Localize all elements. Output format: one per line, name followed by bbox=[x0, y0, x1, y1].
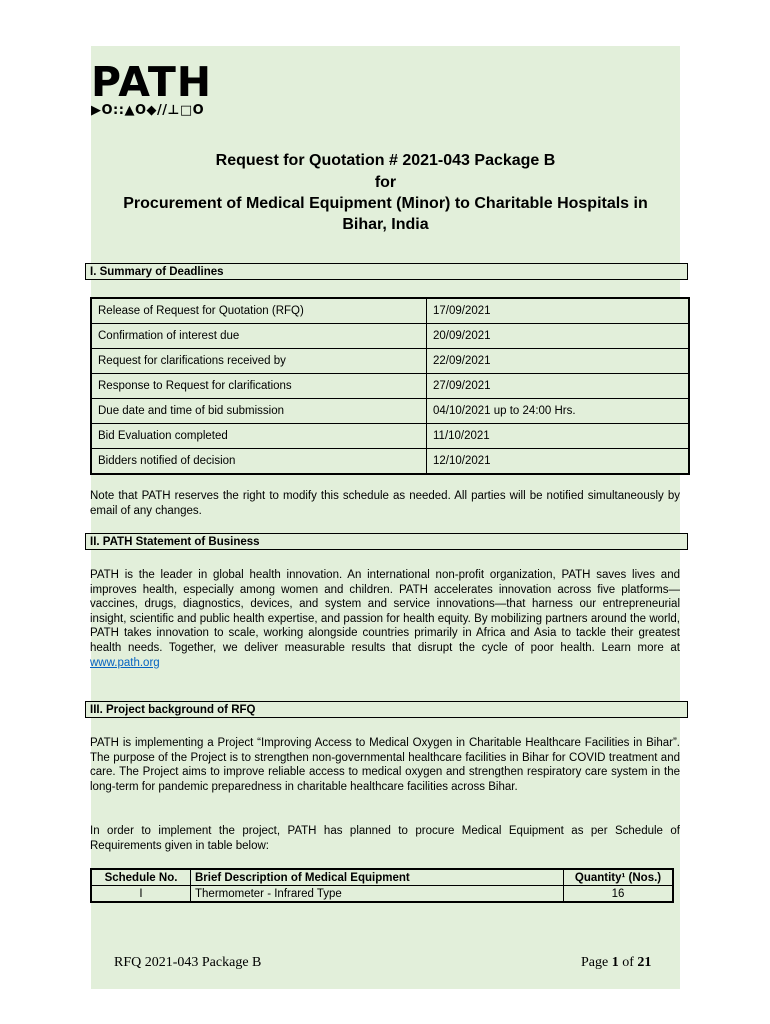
table-row bbox=[91, 449, 689, 475]
deadlines-table bbox=[90, 297, 690, 475]
background-paragraph-2: In order to implement the project, PATH has planned to procure Medical Equipment as per Schedule of Requirements given in table below: bbox=[90, 825, 680, 852]
current-page: 1 bbox=[611, 955, 619, 970]
deadline-label: Request for clarifications received by bbox=[91, 349, 427, 374]
table-row bbox=[91, 298, 689, 324]
section-heading-deadlines: I. Summary of Deadlines bbox=[85, 263, 688, 280]
table-row bbox=[91, 349, 689, 374]
deadline-label: Due date and time of bid submission bbox=[91, 399, 427, 424]
deadline-date: 11/10/2021 bbox=[427, 424, 690, 449]
path-website-link[interactable]: www.path.org bbox=[90, 656, 160, 669]
table-row bbox=[91, 374, 689, 399]
deadline-label: Bid Evaluation completed bbox=[91, 424, 427, 449]
deadline-date: 27/09/2021 bbox=[427, 374, 690, 399]
deadline-date: 22/09/2021 bbox=[427, 349, 690, 374]
header-schedule-no: Schedule No. bbox=[91, 869, 191, 886]
deadline-date: 20/09/2021 bbox=[427, 324, 690, 349]
schedule-note: Note that PATH reserves the right to modify this schedule as needed. All parties will be notified simultaneously by email of any changes. bbox=[90, 490, 680, 517]
cell-description: Thermometer - Infrared Type bbox=[191, 886, 564, 903]
title-line-2: for bbox=[374, 174, 397, 191]
deadline-label: Bidders notified of decision bbox=[91, 449, 427, 475]
table-row bbox=[91, 424, 689, 449]
title-line-1: Request for Quotation # 2021-043 Package B bbox=[215, 152, 556, 169]
cell-schedule-no: I bbox=[91, 886, 191, 903]
deadline-label: Confirmation of interest due bbox=[91, 324, 427, 349]
deadline-date: 12/10/2021 bbox=[427, 449, 690, 475]
header-quantity: Quantity¹ (Nos.) bbox=[564, 869, 674, 886]
cell-quantity: 16 bbox=[564, 886, 674, 903]
of-label: of bbox=[618, 955, 638, 970]
footer-page-number bbox=[581, 955, 651, 971]
section-heading-background: III. Project background of RFQ bbox=[85, 701, 688, 718]
background-paragraph-1: PATH is implementing a Project “Improving Access to Medical Oxygen in Charitable Healthcare Facilities in Bihar”. The purpose of the Project is to strengthen non-governmental healthcare facilities in Bihar for COVID treatment and care. The Project aims to improve reliable access to medical oxygen and strengthen respiratory care system in the long-term for pandemic preparedness in charitable healthcare facilities across Bihar. bbox=[90, 737, 680, 793]
table-row bbox=[91, 399, 689, 424]
title-line-4: Bihar, India bbox=[342, 216, 429, 233]
path-logo-symbols: ▶O::▲O◆//⊥□O bbox=[91, 103, 205, 118]
deadline-label: Response to Request for clarifications bbox=[91, 374, 427, 399]
table-row bbox=[91, 886, 673, 903]
requirements-table bbox=[90, 868, 674, 903]
deadline-date: 17/09/2021 bbox=[427, 298, 690, 324]
footer-document-id: RFQ 2021-043 Package B bbox=[114, 955, 262, 970]
table-row bbox=[91, 324, 689, 349]
path-logo: PATH bbox=[91, 58, 213, 106]
deadline-label: Release of Request for Quotation (RFQ) bbox=[91, 298, 427, 324]
total-pages: 21 bbox=[637, 955, 652, 970]
section-heading-business: II. PATH Statement of Business bbox=[85, 533, 688, 550]
business-statement-text: PATH is the leader in global health innovation. An international non-profit organization, PATH saves lives and improves health, especially among women and children. PATH accelerates innovation across five platforms—vaccines, drugs, diagnostics, devices, and system and service innovations—that harness our entrepreneurial insight, scientific and public health expertise, and passion for health equity. By mobilizing partners around the world, PATH takes innovation to scale, working alongside countries primarily in Africa and Asia to tackle their greatest health needs. Together, we deliver measurable results that disrupt the cycle of poor health. Learn more at bbox=[90, 569, 680, 654]
title-line-3: Procurement of Medical Equipment (Minor) to Charitable Hospitals in bbox=[123, 195, 648, 212]
header-description: Brief Description of Medical Equipment bbox=[191, 869, 564, 886]
deadline-date: 04/10/2021 up to 24:00 Hrs. bbox=[427, 399, 690, 424]
business-statement bbox=[90, 568, 680, 670]
page-label: Page bbox=[581, 955, 612, 970]
